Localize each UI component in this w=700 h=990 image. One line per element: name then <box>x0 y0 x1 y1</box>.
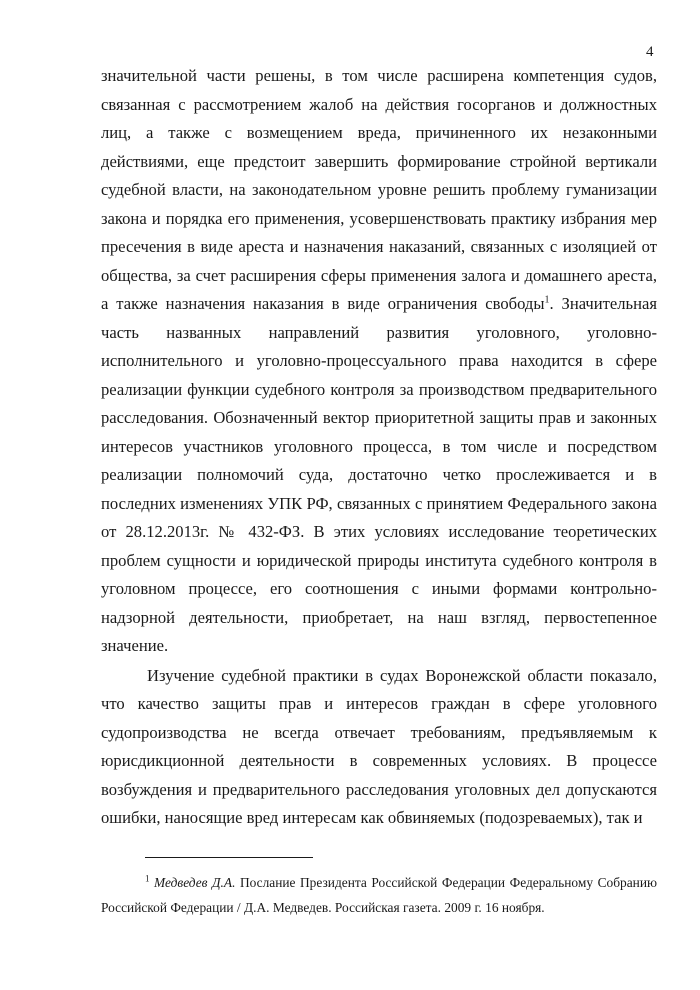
paragraph-1 <box>101 62 657 661</box>
paragraph-1-text: значительной части решены, в том числе расширена компетенция судов, связанная с рассмотрением жалоб на действия госорганов и должностных лиц, а также с возмещением вреда, причиненного их незаконными действиями, еще предстоит завершить формирование стройной вертикали судебной власти, на законодательном уровне решить проблему гуманизации закона и порядка его применения, усовершенствовать практику избрания мер пресечения в виде ареста и назначения наказаний, связанных с изоляцией от общества, за счет расширения сферы применения залога и домашнего ареста, а также назначения наказания в виде ограничения свободы <box>101 66 657 313</box>
footnote-marker: 1 <box>145 873 150 884</box>
footnote-author: Медведев Д.А. <box>154 875 236 890</box>
paragraph-2: Изучение судебной практики в судах Воронежской области показало, что качество защиты прав и интересов граждан в сфере уголовного судопроизводства не всегда отвечает требованиям, предъявляемым к юрисдикционной деятельности в современных условиях. В процессе возбуждения и предварительного расследования уголовных дел допускаются ошибки, наносящие вред интересам как обвиняемых (подозреваемых), так и <box>101 665 657 827</box>
footnote-reference: 1 <box>544 294 550 306</box>
footnote-text: Послание Президента Российской Федерации Федеральному Собранию Российской Федерации / Д.А. Медведев. Российская газета. 2009 г. 16 ноября. <box>101 875 657 915</box>
body-text <box>101 62 657 833</box>
paragraph-1-text-continued: . Значительная часть названных направлений развития уголовного, уголовно-исполнительного и уголовно-процессуального права находится в сфере реализации функции судебного контроля за производством предварительного расследования. Обозначенный вектор приоритетной защиты прав и законных интересов участников уголовного процесса, в том числе и посредством реализации полномочий суда, достаточно четко прослеживается и в последних изменениях УПК РФ, связанных с принятием Федерального закона от 28.12.2013г. № 432-ФЗ. В этих условиях исследование теоретических проблем сущности и юридической природы института судебного контроля в уголовном процессе, его соотношения с иными формами контрольно-надзорной деятельности, приобретает, на наш взгляд, первостепенное значение. <box>101 294 657 655</box>
footnote <box>101 870 657 920</box>
footnote-separator <box>145 857 313 858</box>
page-number: 4 <box>646 44 654 60</box>
